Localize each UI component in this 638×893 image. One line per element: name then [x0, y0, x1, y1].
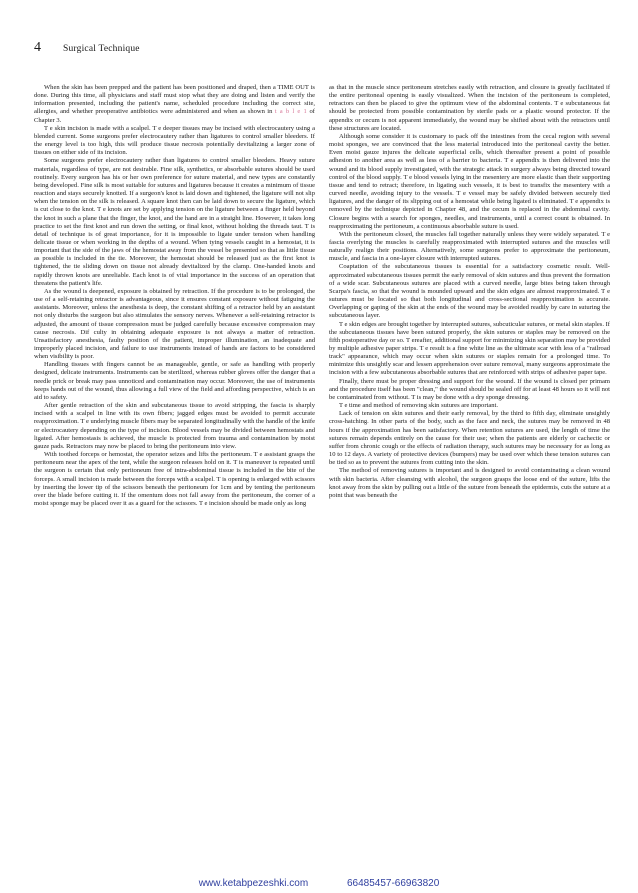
left-column	[34, 84, 315, 508]
paragraph: Finally, there must be proper dressing and support for the wound. If the wound is closed per primam and the procedure itself has been "clean," the wound should be sealed off for at least 48 hours so it will not be contaminated from without. T is may be done with a dry sponge dressing.	[329, 377, 610, 401]
paragraph: Although some consider it is customary to pack off the intestines from the cecal region with several moist sponges, we are convinced that the less material introduced into the peritoneal cavity the better. Even moist gauze injures the delicate superficial cells, which thereafter present a point of possible adhesion to another area as well as less of a barrier to bacteria. T e appendix is then delivered into the wound and its blood supply investigated, with the strategic attack in surgery always being directed toward control of the blood supply. T e blood vessels lying in the mesentery are more elastic than their supporting tissue and tend to retract; therefore, in ligating such vessels, it is best to transfix the mesentery with a curved needle, avoiding injury to the vessels. T e vessel may be safely divided between securely tied ligatures, and the danger of its slipping out of a hemostat while being ligated is eliminated. T e appendix is removed by the technique depicted in Chapter 48, and the cecum is replaced in the abdominal cavity. Closure begins with a search for sponges, needles, and instruments, until a correct count is obtained. In reapproximating the peritoneum, a continuous absorbable suture is used.	[329, 132, 610, 230]
right-column	[329, 84, 610, 508]
table-reference-link[interactable]: t a b l e 1	[274, 108, 308, 116]
running-title: Surgical Technique	[63, 44, 140, 54]
paragraph: T e skin edges are brought together by interrupted sutures, subcuticular sutures, or metal skin staples. If the subcutaneous tissues have been sutured properly, the skin sutures or staples may be removed on the fifth postoperative day or so. T ereafter, additional support for minimizing skin separation may be provided by multiple adhesive paper strips. T e result is a fine white line as the ultimate scar with less of a "railroad track" appearance, which may occur when skin sutures or staples remain for a prolonged time. To minimize this unsightly scar and lessen apprehension over suture removal, many surgeons approximate the incision with a few subcutaneous absorbable sutures that are reinforced with strips of adhesive paper tape.	[329, 320, 610, 377]
footer-website[interactable]: www.ketabpezeshki.com	[198, 878, 309, 889]
paragraph: T e time and method of removing skin sutures are important.	[339, 402, 498, 410]
paragraph: With the peritoneum closed, the muscles fall together naturally unless they were widely separated. T e fascia overlying the muscles is carefully reapproximated with interrupted sutures and the muscles will naturally realign their positions. Alternatively, some surgeons prefer to approximate the peritoneum, muscle, and fascia in a one-layer closure with interrupted sutures.	[329, 230, 610, 263]
paragraph: Handling tissues with fingers cannot be as manageable, gentle, or safe as handling with properly designed, delicate instruments. Instruments can be sterilized, whereas rubber gloves offer the danger that a needle prick or break may pass unnoticed and contamination may occur. Moreover, the use of instruments keeps hands out of the wound, thus allowing a full view of the field and affording perspective, which is an aid to safety.	[34, 361, 315, 401]
paragraph	[34, 84, 315, 125]
paragraph-text: When the skin has been prepped and the patient has been positioned and draped, then a TIME OUT is done. During this time, all physicians and staff must stop what they are doing and listen and verify the information presented, including the patient's name, scheduled procedure including the correct site, allergies, and whether preoperative antibiotics were administered and when as shown in	[34, 84, 315, 116]
page-header	[34, 40, 140, 56]
paragraph: As the wound is deepened, exposure is obtained by retraction. If the procedure is to be prolonged, the use of a self-retaining retractor is advantageous, since it ensures constant exposure without fatiguing the assistants. Moreover, unless the anesthesia is deep, the constant shifting of a retractor held by an assistant not only disturbs the surgeon but also stimulates the sensory nerves. Whenever a self-retaining retractor is adjusted, the amount of tissue compression must be judged carefully because excessive compression may cause necrosis. Dif culty in obtaining adequate exposure is not always a matter of retraction. Unsatisfactory anesthesia, faulty position of the patient, improper illumination, an inadequate and improperly placed incision, and failure to use instruments instead of hands are factors to be considered when visibility is poor.	[34, 287, 315, 361]
footer-phone: 66485457-66963820	[346, 878, 440, 889]
paragraph: T e skin incision is made with a scalpel. T e deeper tissues may be incised with electrocautery using a blended current. Some surgeons prefer electrocautery rather than ligatures to control smaller bleeders. If the energy level is too high, this will produce tissue necrosis potentially devitalizing a larger zone of tissues on either side of its incision.	[34, 124, 315, 157]
paragraph: Coaptation of the subcutaneous tissues is essential for a satisfactory cosmetic result. Well-approximated subcutaneous tissues permit the early removal of skin sutures and thus prevent the formation of a wide scar. Subcutaneous sutures are placed with a curved needle, large bites being taken through Scarpa's fascia, so that the wound is mounded upward and the skin edges are almost reapproximated. T e sutures must be located so that both longitudinal and cross-sectional reapproximation is accurate. Overlapping or gaping of the skin at the ends of the wound may be avoided readily by care in suturing the subcutaneous layer.	[329, 263, 610, 320]
page-footer	[0, 878, 638, 889]
paragraph: The method of removing sutures is important and is designed to avoid contaminating a clean wound with skin bacteria. After cleansing with alcohol, the surgeon grasps the loose end of the suture, lifts the knot away from the skin by pulling out a little of the suture from beneath the epidermis, cuts the suture at a point that was beneath the	[329, 467, 610, 499]
page-number: 4	[34, 40, 41, 55]
paragraph: With toothed forceps or hemostat, the operator seizes and lifts the peritoneum. T e assistant grasps the peritoneum near the apex of the tent, while the surgeon releases hold on it. T is maneuver is repeated until the surgeon is certain that only peritoneum free of intra-abdominal tissue is included in the bite of the forceps. A small incision is made between the forceps with a scalpel. T is opening is enlarged with scissors by inserting the lower tip of the scissors beneath the peritoneum for 1cm and by tenting the peritoneum over the blade before cutting it. If the omentum does not fall away from the peritoneum, the corner of a moist sponge may be placed over it as a guard for the scissors. T e incision should be made only as long	[34, 451, 315, 507]
paragraph-text: of Chapter 3.	[34, 108, 315, 124]
paragraph-continued: as that in the muscle since peritoneum stretches easily with retraction, and closure is greatly facilitated if the entire peritoneal opening is easily visualized. When the incision of the peritoneum is completed, retractors can then be placed to give the optimum view of the abdominal contents. T e subcutaneous fat should be protected from possible contamination by sterile pads or a plastic wound protector. If the appendix or cecum is not apparent immediately, the wound may be shifted about with the retractors until these structures are located.	[329, 84, 610, 132]
paragraph: After gentle retraction of the skin and subcutaneous tissue to avoid stripping, the fascia is sharply incised with a scalpel in line with its own fibers; jagged edges must be avoided to permit accurate reapproximation. T e underlying muscle fibers may be separated longitudinally with the handle of the knife or electrocautery depending on the type of incision. Blood vessels may be divided between hemostats and ligated. After hemostasis is achieved, the muscle is protected from trauma and contamination by moist gauze pads. Retractors may now be placed to bring the peritoneum into view.	[34, 402, 315, 450]
paragraph: Lack of tension on skin sutures and their early removal, by the third to fifth day, eliminate unsightly cross-hatching. In other parts of the body, such as the face and neck, the sutures may be removed in 48 hours if the approximation has been satisfactory. When retention sutures are used, the length of time the sutures remain depends entirely on the cause for their use; when the patients are elderly or cachectic or suffer from chronic cough or the effects of radiation therapy, such sutures may be necessary for as long as 10 to 12 days. A variety of protective devices (bumpers) may be used over which these tension sutures can be tied so as to prevent the sutures from cutting into the skin.	[329, 410, 610, 467]
paragraph: Some surgeons prefer electrocautery rather than ligatures to control smaller bleeders. Heavy suture materials, regardless of type, are not desirable. Fine silk, synthetics, or absorbable sutures should be used routinely. Every surgeon has his or her own preference for suture material, and new types are constantly being developed. Fine silk is most suitable for sutures and ligatures because it creates a minimum of tissue reaction and stays securely knotted. If a surgeon's knot is laid down and tightened, the ligature will not slip when the tension on the silk is released. A square knot then can be laid down to secure the ligature, which is cut close to the knot. T e knots are set by applying tension on the ligature between a finger held beyond the knot in such a plane that the finger, the knot, and the hand are in a straight line. However, it takes long practice to set the first knot and run down the setting, or final knot, without holding the threads taut. T is detail of technique is of great importance, for it is impossible to ligate under tension when handling delicate tissue or when working in the depths of a wound. When tying vessels caught in a hemostat, it is important that the side of the jaws of the hemostat away from the vessel be presented so that as little tissue as possible is included in the tie. Moreover, the hemostat should be released just as the first knot is tightened, the tie sliding down on tissue not already devitalized by the clamp. One-handed knots and rapidly thrown knots are unreliable. Each knot is of vital importance in the success of an operation that threatens the patient's life.	[34, 157, 315, 287]
body-text	[34, 84, 610, 508]
